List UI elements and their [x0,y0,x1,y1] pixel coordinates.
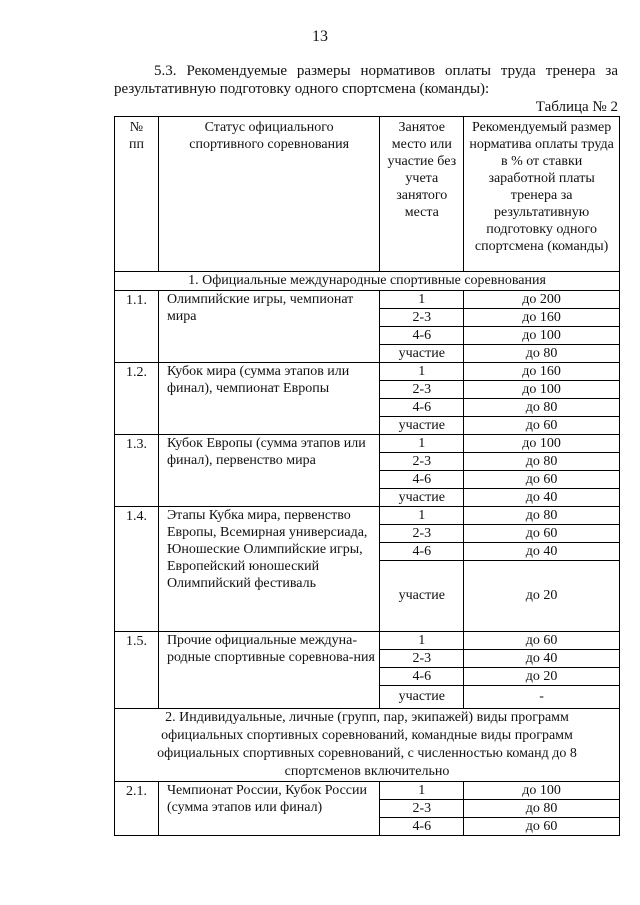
place-cell: 2-3 [380,453,464,471]
rate-cell: до 80 [464,345,620,363]
table-row [115,507,620,525]
table-row [115,291,620,309]
intro-line-1: 5.3. Рекомендуемые размеры нормативов оплаты труда тренера за [154,63,618,79]
place-cell: участие [380,345,464,363]
competition-status: Чемпионат России, Кубок России (сумма этапов или финал) [158,782,379,836]
place-cell: 4-6 [380,543,464,561]
competition-status: Олимпийские игры, чемпионат мира [158,291,379,363]
place-cell: 1 [380,507,464,525]
rate-cell: до 60 [464,818,620,836]
place-cell: 1 [380,782,464,800]
table-row [115,435,620,453]
place-cell: 4-6 [380,327,464,345]
rate-cell: до 60 [464,417,620,435]
item-number: 2.1. [115,782,159,836]
place-cell: участие [380,561,464,632]
rate-cell: до 100 [464,381,620,399]
rate-cell: до 20 [464,668,620,686]
rate-cell: до 100 [464,327,620,345]
place-cell: 2-3 [380,525,464,543]
norms-table [114,116,620,836]
rate-cell: до 160 [464,363,620,381]
intro-paragraph [114,62,618,80]
section-1-heading-row [115,272,620,291]
place-cell: 1 [380,363,464,381]
place-cell: 4-6 [380,399,464,417]
section-2-heading-row [115,709,620,782]
rate-cell: до 60 [464,525,620,543]
item-number: 1.5. [115,632,159,709]
rate-cell: до 40 [464,543,620,561]
place-cell: 4-6 [380,471,464,489]
place-cell: 2-3 [380,800,464,818]
place-cell: участие [380,686,464,709]
item-number: 1.2. [115,363,159,435]
rate-cell: до 20 [464,561,620,632]
table-label: Таблица № 2 [535,99,618,115]
rate-cell: до 80 [464,507,620,525]
rate-cell: до 80 [464,399,620,417]
place-cell: 4-6 [380,668,464,686]
section-2-heading: 2. Индивидуальные, личные (групп, пар, экипажей) виды программ официальных спортивных соревнований, командные виды программ официальных спортивных соревнований, с численностью команд до 8 спортсменов включительно [115,709,620,782]
rate-cell: до 160 [464,309,620,327]
place-cell: 2-3 [380,650,464,668]
rate-cell: до 100 [464,435,620,453]
competition-status: Прочие официальные междуна-родные спортивные соревнова-ния [158,632,379,709]
place-cell: 1 [380,291,464,309]
competition-status: Кубок мира (сумма этапов или финал), чемпионат Европы [158,363,379,435]
rate-cell: до 80 [464,453,620,471]
place-cell: 1 [380,435,464,453]
place-cell: 2-3 [380,381,464,399]
place-cell: участие [380,489,464,507]
rate-cell: до 60 [464,632,620,650]
rate-cell: до 40 [464,489,620,507]
table-row [115,632,620,650]
table-row [115,782,620,800]
section-1-heading: 1. Официальные международные спортивные соревнования [115,272,620,291]
place-cell: 2-3 [380,309,464,327]
item-number: 1.4. [115,507,159,632]
item-number: 1.3. [115,435,159,507]
rate-cell: до 100 [464,782,620,800]
page-number: 13 [312,28,328,45]
header-status: Статус официального спортивного соревнования [158,117,379,272]
place-cell: 4-6 [380,818,464,836]
intro-line-2: результативную подготовку одного спортсмена (команды): [114,81,490,97]
header-num: № пп [115,117,159,272]
table-header-row [115,117,620,272]
place-cell: участие [380,417,464,435]
competition-status: Этапы Кубка мира, первенство Европы, Всемирная универсиада, Юношеские Олимпийские игры, Европейский юношеский Олимпийский фестиваль [158,507,379,632]
rate-cell: до 200 [464,291,620,309]
table-row [115,363,620,381]
rate-cell: до 60 [464,471,620,489]
item-number: 1.1. [115,291,159,363]
rate-cell: до 40 [464,650,620,668]
header-place: Занятое место или участие без учета занятого места [380,117,464,272]
rate-cell: - [464,686,620,709]
rate-cell: до 80 [464,800,620,818]
competition-status: Кубок Европы (сумма этапов или финал), первенство мира [158,435,379,507]
header-rate: Рекомендуемый размер норматива оплаты труда в % от ставки заработной платы тренера за результативную подготовку одного спортсмена (команды) [464,117,620,272]
place-cell: 1 [380,632,464,650]
